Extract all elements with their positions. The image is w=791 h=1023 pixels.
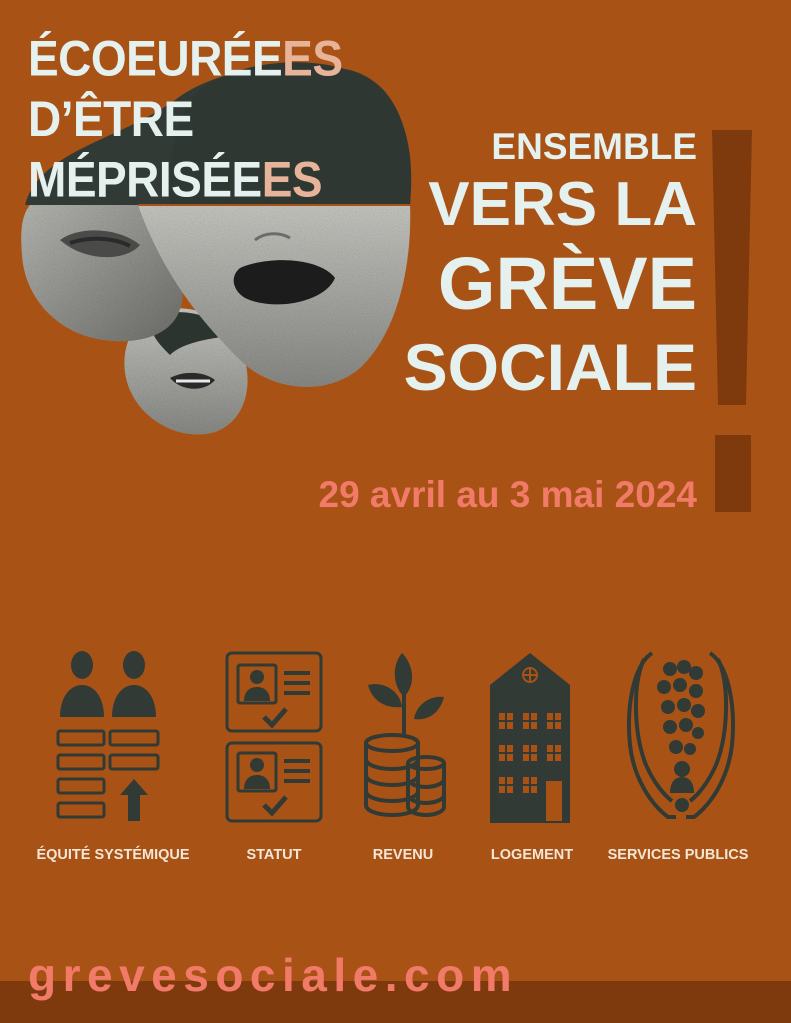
theme-label-revenue: REVENU (372, 847, 434, 863)
slogan-line-3: GRÈVE (437, 242, 697, 325)
theme-public-services (622, 645, 740, 825)
headline-word: ÉCOEURÉE (28, 30, 283, 87)
exclamation-mark-icon (712, 130, 752, 512)
theme-label-equity: ÉQUITÉ SYSTÉMIQUE (36, 847, 190, 863)
headline-line-3 (28, 149, 343, 209)
hands-people-icon (622, 645, 740, 825)
theme-revenue (360, 645, 450, 825)
theme-label-status: STATUT (246, 847, 302, 863)
theme-housing (488, 645, 572, 825)
headline-line-2: D’ÊTRE (28, 90, 194, 147)
strike-dates: 29 avril au 3 mai 2024 (318, 474, 697, 515)
slogan (404, 125, 697, 407)
id-card-icon (224, 645, 326, 825)
theme-label-housing: LOGEMENT (490, 847, 574, 863)
headline-line-1 (28, 28, 343, 88)
building-icon (488, 645, 572, 825)
feminine-ending: ES (261, 151, 323, 208)
feminine-ending: ES (282, 30, 343, 87)
headline-word: MÉPRISÉE (28, 151, 262, 208)
equity-icon (52, 645, 164, 825)
slogan-line-4: SOCIALE (403, 330, 697, 404)
theme-label-public-services: SERVICES PUBLICS (607, 847, 749, 863)
theme-equity (52, 645, 164, 825)
slogan-line-2: VERS LA (428, 170, 697, 239)
slogan-line-1: ENSEMBLE (491, 126, 697, 167)
theme-status (224, 645, 326, 825)
themes-row (0, 645, 791, 885)
plant-coins-icon (360, 645, 450, 825)
headline (28, 28, 343, 209)
website-link[interactable]: grevesociale.com (28, 949, 519, 1001)
